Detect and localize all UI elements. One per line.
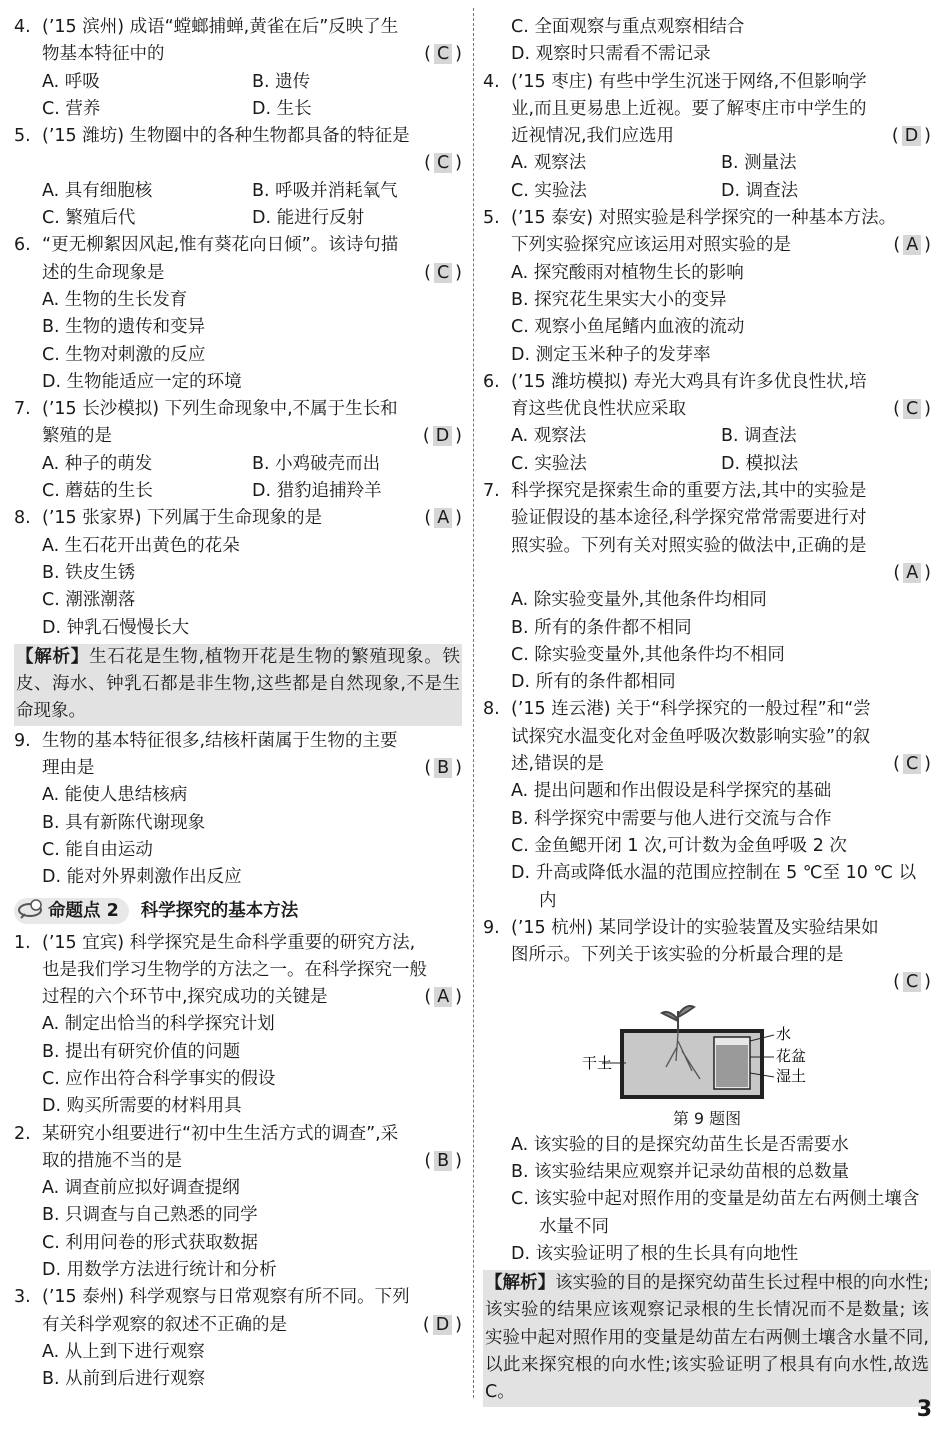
option-row	[483, 178, 931, 205]
option: B. 提出有研究价值的问题	[42, 1041, 241, 1062]
option: A. 该实验的目的是探究幼苗生长是否需要水	[511, 1134, 849, 1155]
question-stem-line	[14, 123, 462, 150]
question-stem-line	[483, 915, 931, 942]
option: D. 用数学方法进行统计和分析	[42, 1260, 277, 1281]
option-row	[14, 478, 462, 505]
question-right-cont	[483, 14, 931, 69]
answer-letter: C	[434, 153, 452, 173]
right-column	[483, 14, 931, 1409]
option: C. 该实验中起对照作用的变量是幼苗左右两侧土壤含水量不同	[511, 1189, 920, 1237]
option: B. 小鸡破壳而出	[252, 453, 381, 474]
option: D. 购买所需要的材料用具	[42, 1096, 242, 1117]
question-stem-line	[483, 69, 931, 96]
page-number: 3	[916, 1397, 932, 1422]
option: B. 调查法	[721, 426, 797, 447]
answer-letter: C	[903, 399, 921, 419]
option: C. 繁殖后代	[42, 208, 136, 229]
stem-text: 育这些优良性状应采取	[511, 399, 686, 420]
question-number: 7.	[14, 399, 31, 420]
experiment-diagram	[582, 1001, 832, 1101]
question-right-6.	[483, 369, 931, 478]
stem-text: 业,而且更易患上近视。要了解枣庄市中学生的	[511, 98, 867, 119]
answer-letter: C	[434, 263, 452, 283]
question-stem-line	[14, 1148, 462, 1175]
stem-text: 也是我们学习生物学的方法之一。在科学探究一般	[42, 959, 427, 980]
question-stem-line	[14, 396, 462, 423]
analysis-tag: 【解析】	[485, 1273, 556, 1294]
question-stem-line	[483, 505, 931, 532]
label-pot: 花盆	[776, 1046, 807, 1065]
stem-text: (’15 连云港) 关于“科学探究的一般过程”和“尝	[511, 699, 871, 720]
analysis-text: 生石花是生物,植物开花是生物的繁殖现象。铁皮、海水、钟乳石都是非生物,这些都是自然现象,不是生命现象。	[16, 646, 461, 722]
answer-bracket: ( C )	[424, 44, 462, 65]
question-stem-line	[14, 755, 462, 782]
answer-letter: A	[434, 508, 452, 528]
answer-bracket: ( C )	[424, 262, 462, 283]
stem-text: 理由是	[42, 758, 95, 779]
section-title: 科学探究的基本方法	[140, 900, 299, 921]
option: A. 呼吸	[42, 71, 100, 92]
answer-bracket: ( D )	[422, 1314, 462, 1335]
stem-text: 验证假设的基本途径,科学探究常常需要进行对	[511, 508, 867, 529]
question-number: 6.	[483, 371, 500, 392]
option: C. 应作出符合科学事实的假设	[42, 1068, 276, 1089]
option-row	[483, 451, 931, 478]
question-stem-line	[14, 984, 462, 1011]
option: C. 潮涨潮落	[42, 590, 136, 611]
option: A. 种子的萌发	[42, 453, 153, 474]
stem-text: 下列实验探究应该运用对照实验的是	[511, 235, 791, 256]
question-left-1.	[14, 930, 462, 1121]
question-stem-line	[483, 396, 931, 423]
option: C. 金鱼鳃开闭 1 次,可计数为金鱼呼吸 2 次	[511, 835, 847, 856]
answer-letter: A	[903, 235, 921, 255]
question-left-6.	[14, 232, 462, 396]
stem-text: (’15 潍坊模拟) 寿光大鸡具有许多优良性状,培	[511, 371, 867, 392]
option: B. 铁皮生锈	[42, 562, 136, 583]
question-right-9.	[483, 915, 931, 1268]
question-stem-line	[14, 150, 462, 177]
question-number: 7.	[483, 481, 500, 502]
answer-letter: C	[434, 44, 452, 64]
question-left-5.	[14, 123, 462, 232]
stem-text: 近视情况,我们应选用	[511, 126, 675, 147]
answer-letter: A	[434, 987, 452, 1007]
option-row	[14, 451, 462, 478]
bulb-swirl-icon	[16, 894, 46, 924]
question-number: 9.	[483, 917, 500, 938]
option: C. 实验法	[511, 453, 587, 474]
stem-text: 繁殖的是	[42, 426, 112, 447]
answer-bracket: ( B )	[424, 758, 462, 779]
option: A. 观察法	[511, 153, 587, 174]
answer-bracket: ( A )	[893, 562, 931, 583]
question-stem-line	[14, 1312, 462, 1339]
answer-bracket: ( A )	[424, 508, 462, 529]
option: D. 测定玉米种子的发芽率	[511, 344, 711, 365]
stem-text: 物基本特征中的	[42, 44, 165, 65]
answer-bracket: ( C )	[893, 399, 931, 420]
section-header	[14, 894, 462, 928]
question-right-5.	[483, 205, 931, 369]
stem-text: 科学探究是探索生命的重要方法,其中的实验是	[511, 481, 867, 502]
question-number: 3.	[14, 1287, 31, 1308]
question-number: 4.	[483, 71, 500, 92]
answer-letter: C	[903, 754, 921, 774]
option: B. 科学探究中需要与他人进行交流与合作	[511, 808, 832, 829]
option: C. 除实验变量外,其他条件均不相同	[511, 644, 785, 665]
section-badge-label: 命题点 2	[48, 900, 119, 921]
answer-bracket: ( C )	[424, 153, 462, 174]
option: B. 从前到后进行观察	[42, 1369, 206, 1390]
option-row	[14, 96, 462, 123]
stem-text: 取的措施不当的是	[42, 1150, 182, 1171]
answer-bracket: ( A )	[424, 987, 462, 1008]
question-stem-line	[483, 533, 931, 560]
option-row	[483, 150, 931, 177]
answer-letter: B	[434, 1151, 452, 1171]
option-row	[483, 423, 931, 450]
question-stem-line	[483, 369, 931, 396]
stem-text: 生物的基本特征很多,结核杆菌属于生物的主要	[42, 730, 398, 751]
option: D. 钟乳石慢慢长大	[42, 617, 190, 638]
stem-text: 述的生命现象是	[42, 262, 165, 283]
option-row	[14, 69, 462, 96]
question-stem-line	[483, 969, 931, 996]
question-number: 2.	[14, 1123, 31, 1144]
stem-text: (’15 潍坊) 生物圈中的各种生物都具备的特征是	[42, 126, 410, 147]
option: C. 生物对刺激的反应	[42, 344, 206, 365]
question-stem-line	[483, 205, 931, 232]
question-number: 5.	[14, 126, 31, 147]
question-stem-line	[14, 41, 462, 68]
question-stem-line	[14, 957, 462, 984]
stem-text: (’15 泰州) 科学观察与日常观察有所不同。下列	[42, 1287, 410, 1308]
answer-letter: A	[903, 563, 921, 583]
answer-bracket: ( D )	[891, 126, 931, 147]
answer-letter: C	[903, 972, 921, 992]
question-right-7.	[483, 478, 931, 696]
question-number: 6.	[14, 235, 31, 256]
answer-letter: D	[433, 1315, 452, 1335]
question-stem-line	[483, 478, 931, 505]
option: B. 生物的遗传和变异	[42, 317, 206, 338]
question-stem-line	[483, 560, 931, 587]
question-stem-line	[483, 751, 931, 778]
analysis-tag: 【解析】	[16, 646, 90, 667]
question-stem-line	[483, 942, 931, 969]
option: C. 能自由运动	[42, 839, 153, 860]
answer-letter: D	[902, 126, 921, 146]
option-row	[14, 205, 462, 232]
stem-text: (’15 长沙模拟) 下列生命现象中,不属于生长和	[42, 399, 398, 420]
option: D. 该实验证明了根的生长具有向地性	[511, 1243, 799, 1264]
stem-text: 图所示。下列关于该实验的分析最合理的是	[511, 945, 844, 966]
analysis-block	[483, 1270, 931, 1406]
option: D. 能进行反射	[252, 208, 365, 229]
option: B. 测量法	[721, 153, 797, 174]
option: B. 呼吸并消耗氧气	[252, 180, 398, 201]
option: B. 遗传	[252, 71, 311, 92]
question-stem-line	[14, 1121, 462, 1148]
answer-letter: B	[434, 758, 452, 778]
question-right-4.	[483, 69, 931, 205]
stem-text: (’15 杭州) 某同学设计的实验装置及实验结果如	[511, 917, 879, 938]
option: D. 生物能适应一定的环境	[42, 371, 242, 392]
option: A. 生石花开出黄色的花朵	[42, 535, 240, 556]
question-stem-line	[14, 423, 462, 450]
stem-text: 述,错误的是	[511, 754, 605, 775]
option: D. 能对外界刺激作出反应	[42, 867, 242, 888]
stem-text: 过程的六个环节中,探究成功的关键是	[42, 987, 328, 1008]
option: C. 蘑菇的生长	[42, 481, 153, 502]
stem-text: (’15 枣庄) 有些中学生沉迷于网络,不但影响学	[511, 71, 867, 92]
question-left-3.	[14, 1284, 462, 1393]
stem-text: 某研究小组要进行“初中生生活方式的调查”,采	[42, 1123, 399, 1144]
option: B. 探究花生果实大小的变异	[511, 289, 727, 310]
question-stem-line	[14, 728, 462, 755]
answer-letter: D	[433, 426, 452, 446]
question-number: 9.	[14, 730, 31, 751]
question-left-8.	[14, 505, 462, 641]
question-number: 1.	[14, 932, 31, 953]
option: A. 除实验变量外,其他条件均相同	[511, 590, 767, 611]
question-left-7.	[14, 396, 462, 505]
option: B. 该实验结果应观察并记录幼苗根的总数量	[511, 1161, 850, 1182]
label-water: 水	[776, 1024, 792, 1043]
question-stem-line	[14, 260, 462, 287]
option: D. 所有的条件都相同	[511, 672, 676, 693]
question-stem-line	[14, 14, 462, 41]
question-stem-line	[14, 505, 462, 532]
question-stem-line	[14, 1284, 462, 1311]
question-right-8.	[483, 696, 931, 914]
option: A. 制定出恰当的科学探究计划	[42, 1014, 275, 1035]
option: A. 生物的生长发育	[42, 289, 188, 310]
stem-text: 有关科学观察的叙述不正确的是	[42, 1314, 287, 1335]
option: A. 探究酸雨对植物生长的影响	[511, 262, 744, 283]
option: B. 所有的条件都不相同	[511, 617, 692, 638]
answer-bracket: ( D )	[422, 426, 462, 447]
analysis-text: 该实验的目的是探究幼苗生长过程中根的向水性;该实验的结果应该观察记录根的生长情况而不是数量; 该实验中起对照作用的变量是幼苗左右两侧土壤含水量不同,以此来探究根的向水性;该实验证明了根具有向水性,故选 C。	[485, 1273, 930, 1403]
column-divider	[473, 8, 474, 1398]
question-stem-line	[483, 696, 931, 723]
question-number: 5.	[483, 208, 500, 229]
option: C. 利用问卷的形式获取数据	[42, 1232, 258, 1253]
option: C. 营养	[42, 98, 101, 119]
option: D. 猎豹追捕羚羊	[252, 481, 382, 502]
question-number: 8.	[14, 508, 31, 529]
option: B. 具有新陈代谢现象	[42, 812, 206, 833]
answer-bracket: ( A )	[893, 235, 931, 256]
question-stem-line	[483, 96, 931, 123]
question-stem-line	[14, 232, 462, 259]
option: A. 提出问题和作出假设是科学探究的基础	[511, 781, 832, 802]
stem-text: “更无柳絮因风起,惟有葵花向日倾”。该诗句描	[42, 235, 399, 256]
option: A. 调查前应拟好调查提纲	[42, 1178, 240, 1199]
stem-text: (’15 泰安) 对照实验是科学探究的一种基本方法。	[511, 208, 897, 229]
option: C. 实验法	[511, 180, 587, 201]
label-wet-soil: 湿土	[776, 1066, 807, 1085]
option: A. 能使人患结核病	[42, 785, 188, 806]
stem-text: 照实验。下列有关对照实验的做法中,正确的是	[511, 535, 867, 556]
option: D. 观察时只需看不需记录	[511, 44, 711, 65]
question-stem-line	[14, 930, 462, 957]
stem-text: (’15 张家界) 下列属于生命现象的是	[42, 508, 323, 529]
stem-text: (’15 滨州) 成语“螳螂捕蝉,黄雀在后”反映了生	[42, 17, 399, 37]
stem-text: 试探究水温变化对金鱼呼吸次数影响实验”的叙	[511, 726, 871, 747]
answer-bracket: ( C )	[893, 972, 931, 993]
left-column	[14, 14, 462, 1394]
experiment-figure	[483, 1001, 931, 1106]
option: A. 从上到下进行观察	[42, 1341, 205, 1362]
option: C. 观察小鱼尾鳍内血液的流动	[511, 317, 745, 338]
question-stem-line	[483, 724, 931, 751]
question-number: 8.	[483, 699, 500, 720]
figure-caption: 第 9 题图	[672, 1108, 742, 1128]
question-left-9.	[14, 728, 462, 892]
question-left-2.	[14, 1121, 462, 1285]
answer-bracket: ( B )	[424, 1150, 462, 1171]
option: D. 调查法	[721, 180, 799, 201]
answer-bracket: ( C )	[893, 754, 931, 775]
option: D. 生长	[252, 98, 312, 119]
question-number: 4.	[14, 17, 31, 37]
analysis-block	[14, 644, 462, 726]
option: C. 全面观察与重点观察相结合	[511, 17, 745, 37]
stem-text: (’15 宜宾) 科学探究是生命科学重要的研究方法,	[42, 932, 416, 953]
option: B. 只调查与自己熟悉的同学	[42, 1205, 258, 1226]
option: D. 模拟法	[721, 453, 799, 474]
question-stem-line	[483, 123, 931, 150]
option: D. 升高或降低水温的范围应控制在 5 ℃至 10 ℃ 以内	[511, 863, 917, 911]
question-stem-line	[483, 232, 931, 259]
label-dry-soil: 干土	[582, 1053, 613, 1072]
option: A. 具有细胞核	[42, 180, 153, 201]
option-row	[14, 178, 462, 205]
section-badge	[14, 898, 129, 924]
option: A. 观察法	[511, 426, 587, 447]
question-left-4.	[14, 14, 462, 123]
